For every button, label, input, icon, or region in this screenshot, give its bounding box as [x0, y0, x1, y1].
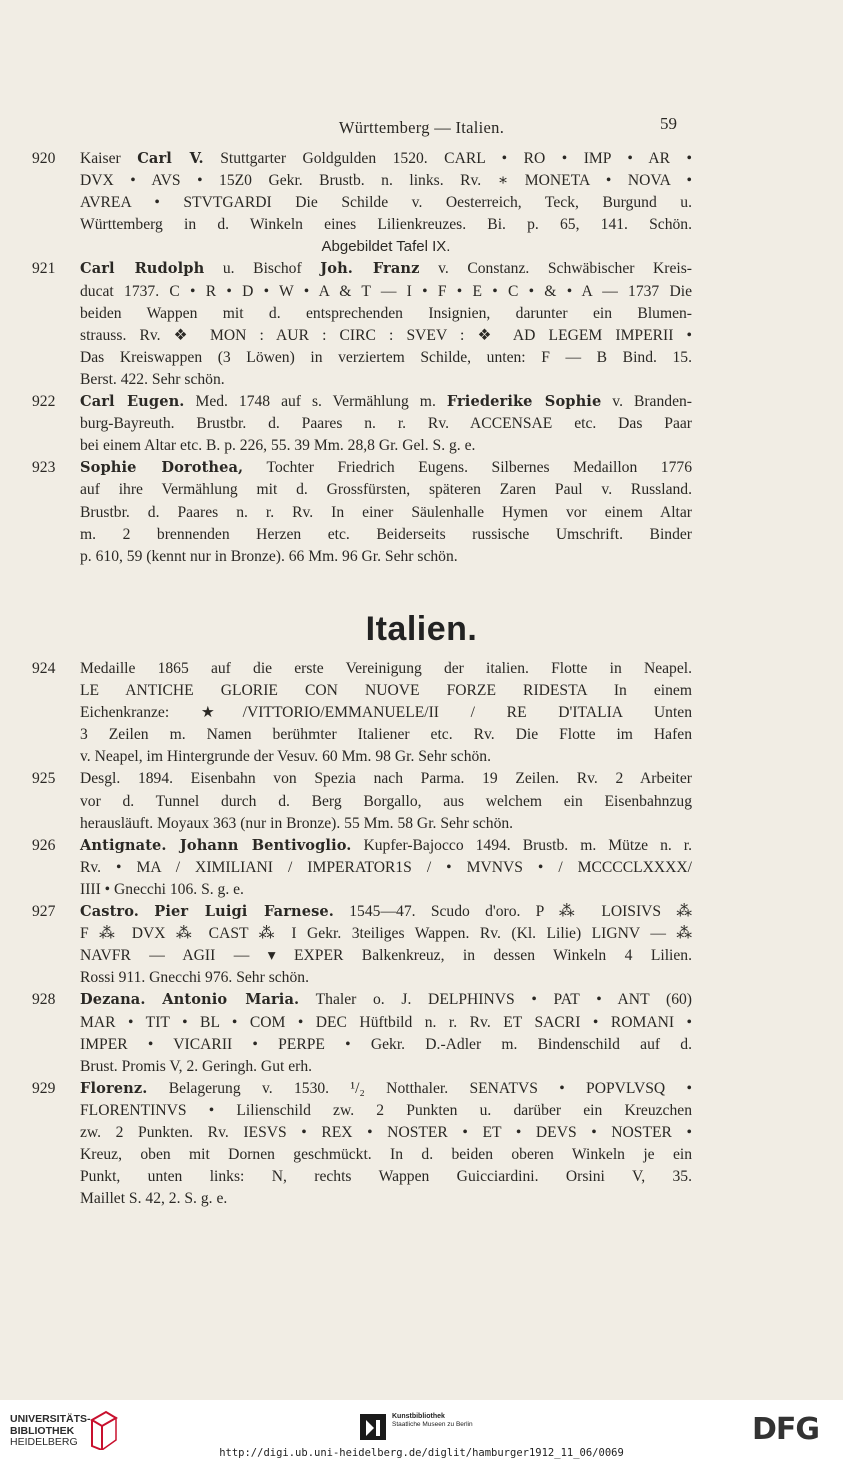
entry-text-line: Medaille 1865 auf die erste Vereinigung der italien. Flotte in Neapel. — [80, 660, 692, 677]
running-head: Württemberg — Italien. — [338, 118, 505, 137]
entry-text-line: Florenz. Belagerung v. 1530. ¹/₂ Notthaler. SENATVS • POPVLVSQ • — [80, 1079, 692, 1097]
catalogue-entry-921 — [32, 258, 692, 391]
entry-text-line: Desgl. 1894. Eisenbahn von Spezia nach Parma. 19 Zeilen. Rv. 2 Arbeiter — [80, 770, 692, 788]
entry-text-line: Württemberg in d. Winkeln eines Lilienkreuzes. Bi. p. 65, 141. Schön. — [80, 216, 692, 234]
entry-text-line: Rv. • MA / XIMILIANI / IMPERATOR1S / • MVNVS • / MCCCCLXXXX/ — [80, 858, 692, 876]
catalogue-entries-italien — [32, 658, 692, 1210]
entry-text-line: IIII • Gnecchi 106. S. g. e. — [80, 880, 244, 898]
footer-bar — [0, 1400, 843, 1463]
entry-text-line: strauss. Rv. ❖ MON : AUR : CIRC : SVEV : ❖ AD LEGEM IMPERII • — [80, 326, 692, 344]
entry-text-line: vor d. Tunnel durch d. Berg Borgallo, aus welchem ein Eisenbahnzug — [80, 792, 692, 810]
entry-text-line: burg-Bayreuth. Brustbr. d. Paares n. r. Rv. ACCENSAE etc. Das Paar — [80, 415, 692, 433]
entry-text-line: v. Neapel, im Hintergrunde der Vesuv. 60 Mm. 98 Gr. Sehr schön. — [80, 748, 492, 766]
ub-logo-line2: BIBLIOTHEK — [10, 1424, 75, 1437]
entry-number: 920 — [32, 150, 56, 167]
plate-reference: Abgebildet Tafel IX. — [321, 238, 451, 256]
entry-text-line: Carl Rudolph u. Bischof Joh. Franz v. Constanz. Schwäbischer Kreis- — [80, 260, 692, 278]
entry-text-line: F ⁂ DVX ⁂ CAST ⁂ I Gekr. 3teiliges Wappen. Rv. (Kl. Lilie) LIGNV — ⁂ — [80, 925, 692, 943]
catalogue-entry-922 — [32, 391, 692, 457]
catalogue-entry-929 — [32, 1078, 692, 1211]
entry-number: 928 — [32, 991, 56, 1009]
entry-text-line: DVX • AVS • 15Z0 Gekr. Brustb. n. links. Rv. ∗ MONETA • NOVA • — [80, 172, 692, 190]
entry-text-line: bei einem Altar etc. B. p. 226, 55. 39 Mm. 28,8 Gr. Gel. S. g. e. — [80, 437, 476, 455]
entry-text-line: Dezana. Antonio Maria. Thaler o. J. DELPHINVS • PAT • ANT (60) — [80, 991, 692, 1009]
entry-text-line: beiden Wappen mit d. entsprechenden Insignien, darunter ein Blumen- — [80, 304, 692, 322]
entry-number: 929 — [32, 1079, 56, 1097]
catalogue-entry-924 — [32, 658, 692, 768]
entry-text-line: Antignate. Johann Bentivoglio. Kupfer-Bajocco 1494. Brustb. m. Mütze n. r. — [80, 836, 692, 854]
kunstbibliothek-label[interactable] — [392, 1413, 473, 1429]
entry-text-line: IMPER • VICARII • PERPE • Gekr. D.-Adler m. Bindenschild auf d. — [80, 1035, 692, 1053]
entry-text-line: ducat 1737. C • R • D • W • A & T — I • F • E • C • & • A — 1737 Die — [80, 282, 692, 300]
entry-text-line: Kreuz, oben mit Dornen geschmückt. In d. beiden oberen Winkeln je ein — [80, 1146, 692, 1164]
entry-number: 926 — [32, 836, 56, 854]
entry-text-line: AVREA • STVTGARDI Die Schilde v. Oesterreich, Teck, Burgund u. — [80, 194, 692, 212]
entry-text-line: herausläuft. Moyaux 363 (nur in Bronze). 55 Mm. 58 Gr. Sehr schön. — [80, 814, 514, 832]
entry-text-line: Castro. Pier Luigi Farnese. 1545—47. Scudo d'oro. P ⁂ LOISIVS ⁂ — [80, 903, 692, 921]
entry-text-line: Brustbr. d. Paares n. r. Rv. In einer Säulenhalle Hymen vor einem Altar — [80, 503, 692, 521]
permalink-url[interactable]: http://digi.ub.uni-heidelberg.de/diglit/hamburger1912_11_06/0069 — [219, 1447, 624, 1459]
page-number: 59 — [660, 114, 677, 133]
entry-text-line: Sophie Dorothea, Tochter Friedrich Eugens. Silbernes Medaillon 1776 — [80, 459, 692, 477]
entry-text-line: auf ihre Vermählung mit d. Grossfürsten, späteren Zaren Paul v. Russland. — [80, 481, 692, 499]
entry-text-line: LE ANTICHE GLORIE CON NUOVE FORZE RIDESTA In einem — [80, 682, 692, 700]
catalogue-entry-920 — [32, 148, 692, 258]
entry-number: 924 — [32, 660, 56, 677]
entry-text-line: MAR • TIT • BL • COM • DEC Hüftbild n. r. Rv. ET SACRI • ROMANI • — [80, 1013, 692, 1031]
catalogue-entry-927 — [32, 901, 692, 989]
entry-text-line: Rossi 911. Gnecchi 976. Sehr schön. — [80, 969, 309, 987]
entry-text-line: Berst. 422. Sehr schön. — [80, 370, 225, 388]
catalogue-entry-928 — [32, 989, 692, 1077]
ub-heidelberg-logo[interactable] — [10, 1414, 91, 1449]
entry-text-line: Carl Eugen. Med. 1748 auf s. Vermählung m. Friederike Sophie v. Branden- — [80, 393, 692, 411]
entry-number: 923 — [32, 459, 56, 477]
entry-text-line: NAVFR — AGII — ▾ EXPER Balkenkreuz, in dessen Winkeln 4 Lilien. — [80, 947, 692, 965]
entry-text-line: Eichenkranze: ★/VITTORIO/EMMANUELE/II / RE D'ITALIA Unten — [80, 704, 692, 722]
ub-heidelberg-mark-icon — [88, 1410, 118, 1450]
ub-logo-line1: UNIVERSITÄTS- — [10, 1413, 91, 1425]
entry-text-line: Brust. Promis V, 2. Geringh. Gut erh. — [80, 1057, 313, 1075]
catalogue-entry-926 — [32, 835, 692, 901]
entry-number: 925 — [32, 770, 56, 788]
entry-text-line: 3 Zeilen m. Namen berühmter Italiener etc. Rv. Die Flotte im Hafen — [80, 726, 692, 744]
kunstbibliothek-title: Kunstbibliothek — [392, 1413, 445, 1420]
catalogue-entry-923 — [32, 457, 692, 567]
entry-text-line: p. 610, 59 (kennt nur in Bronze). 66 Mm. 96 Gr. Sehr schön. — [80, 547, 458, 565]
entry-text-line: Kaiser Carl V. Stuttgarter Goldgulden 1520. CARL • RO • IMP • AR • — [80, 150, 693, 167]
entry-text-line: Das Kreiswappen (3 Löwen) in verziertem Schilde, unten: F — B Bind. 15. — [80, 348, 692, 366]
entry-text-line: Punkt, unten links: N, rechts Wappen Guicciardini. Orsini V, 35. — [80, 1168, 692, 1186]
entry-text-line: m. 2 brennenden Herzen etc. Beiderseits russische Umschrift. Binder — [80, 525, 692, 543]
kunstbibliothek-logo-icon — [360, 1414, 386, 1440]
dfg-logo[interactable]: DFG — [752, 1412, 820, 1447]
entry-text-line: zw. 2 Punkten. Rv. IESVS • REX • NOSTER • ET • DEVS • NOSTER • — [80, 1123, 692, 1141]
section-heading-italien: Italien. — [365, 610, 478, 648]
kunstbibliothek-subtitle: Staatliche Museen zu Berlin — [392, 1421, 473, 1428]
catalogue-entries-wuerttemberg — [32, 148, 692, 568]
entry-number: 922 — [32, 393, 56, 411]
entry-number: 921 — [32, 260, 56, 278]
ub-logo-line3: HEIDELBERG — [10, 1436, 78, 1448]
entry-number: 927 — [32, 903, 56, 921]
entry-text-line: Maillet S. 42, 2. S. g. e. — [80, 1190, 228, 1208]
entry-text-line: FLORENTINVS • Lilienschild zw. 2 Punkten u. darüber ein Kreuzchen — [80, 1101, 692, 1119]
catalogue-entry-925 — [32, 768, 692, 834]
